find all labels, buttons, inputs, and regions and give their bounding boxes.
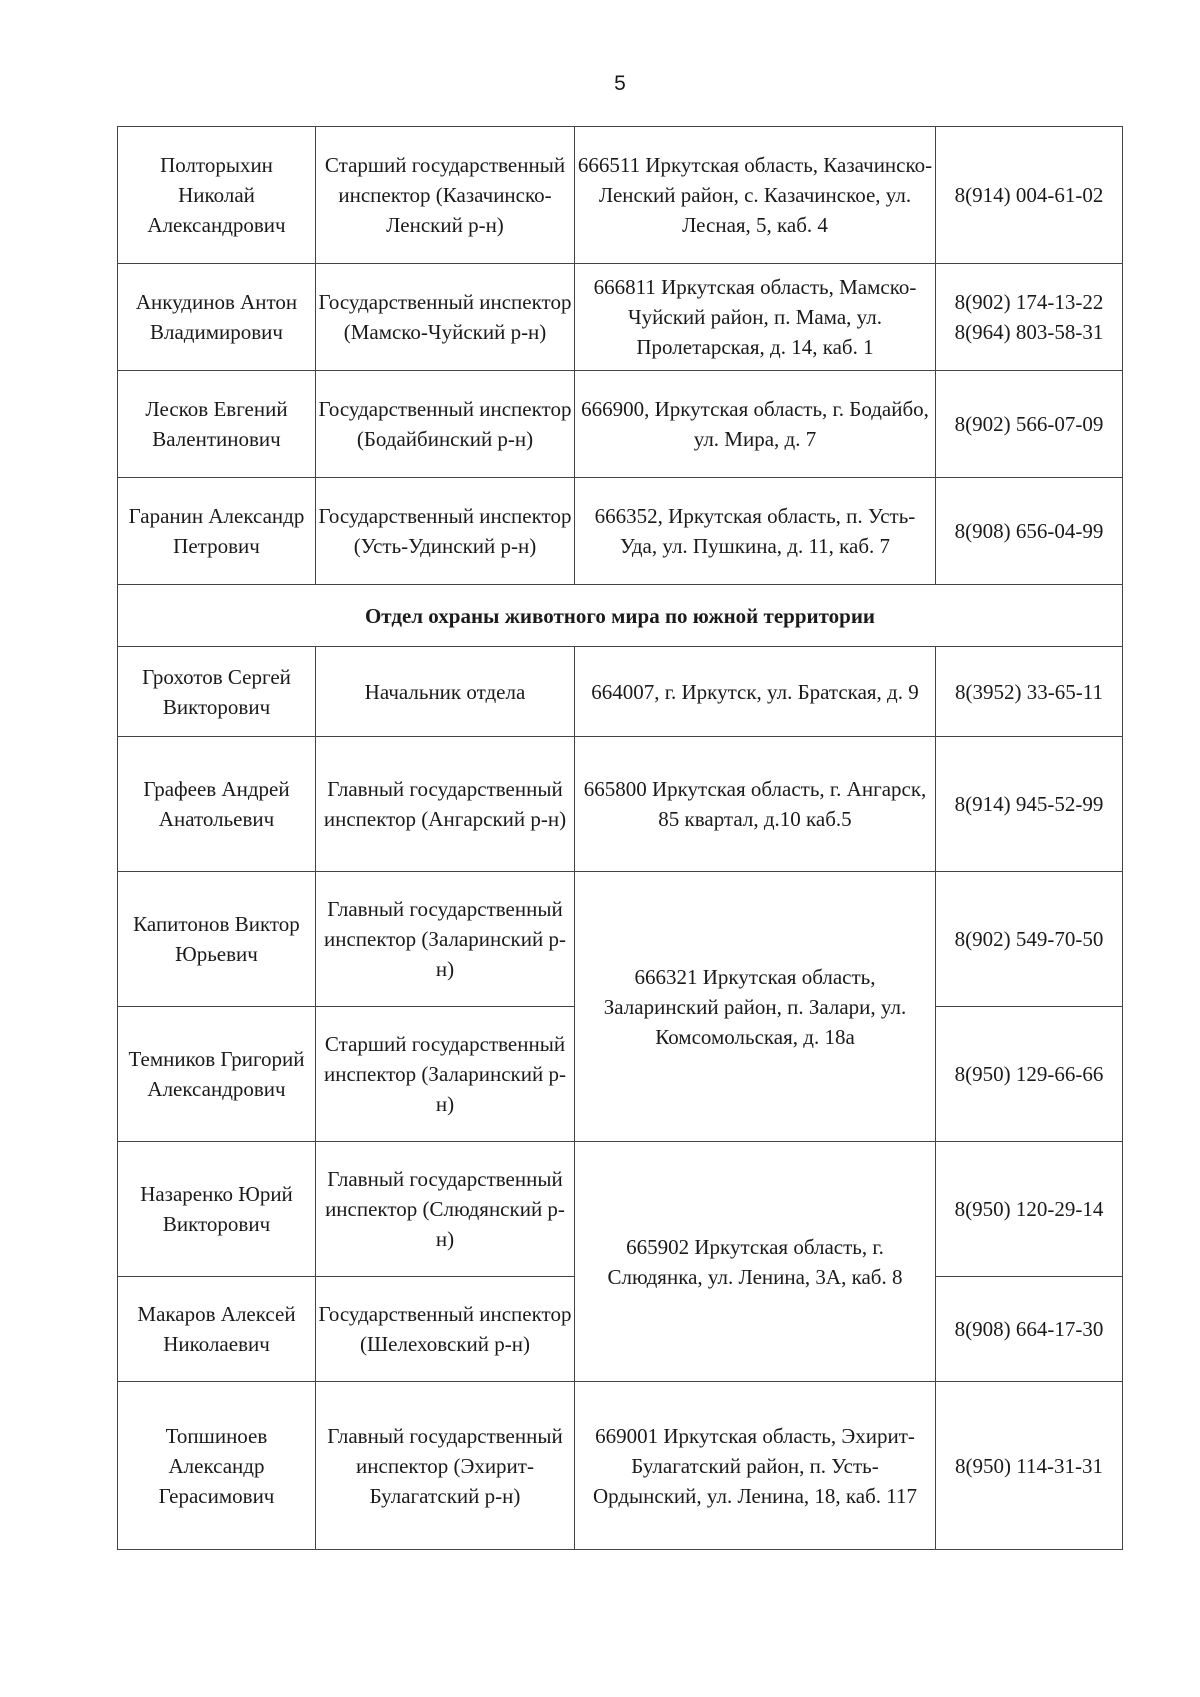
phone-cell: 8(3952) 33-65-11	[936, 647, 1123, 737]
name-cell: Макаров Алексей Николаевич	[118, 1277, 316, 1382]
table-row	[118, 1142, 1123, 1277]
position-cell: Государственный инспектор (Усть-Удинский р-н)	[316, 478, 575, 585]
name-cell: Назаренко Юрий Викторович	[118, 1142, 316, 1277]
table-row	[118, 1382, 1123, 1550]
position-cell: Главный государственный инспектор (Эхирит-Булагатский р-н)	[316, 1382, 575, 1550]
position-cell: Государственный инспектор (Мамско-Чуйский р-н)	[316, 264, 575, 371]
table-row	[118, 872, 1123, 1007]
section-heading-row	[118, 585, 1123, 647]
table-row	[118, 737, 1123, 872]
position-cell: Начальник отдела	[316, 647, 575, 737]
position-cell: Государственный инспектор (Бодайбинский р-н)	[316, 371, 575, 478]
page-number: 5	[614, 72, 626, 95]
table-row	[118, 264, 1123, 371]
name-cell: Гаранин Александр Петрович	[118, 478, 316, 585]
phone-cell: 8(902) 174-13-22 8(964) 803-58-31	[936, 264, 1123, 371]
name-cell: Темников Григорий Александрович	[118, 1007, 316, 1142]
position-cell: Старший государственный инспектор (Казачинско-Ленский р-н)	[316, 127, 575, 264]
position-cell: Главный государственный инспектор (Слюдянский р-н)	[316, 1142, 575, 1277]
name-cell: Полторыхин Николай Александрович	[118, 127, 316, 264]
phone-cell: 8(950) 120-29-14	[936, 1142, 1123, 1277]
phone-cell: 8(902) 566-07-09	[936, 371, 1123, 478]
address-cell: 664007, г. Иркутск, ул. Братская, д. 9	[575, 647, 936, 737]
phone-cell: 8(908) 656-04-99	[936, 478, 1123, 585]
position-cell: Старший государственный инспектор (Заларинский р-н)	[316, 1007, 575, 1142]
address-cell: 666511 Иркутская область, Казачинско-Ленский район, с. Казачинское, ул. Лесная, 5, каб. 4	[575, 127, 936, 264]
phone-cell: 8(914) 945-52-99	[936, 737, 1123, 872]
name-cell: Капитонов Виктор Юрьевич	[118, 872, 316, 1007]
table-row	[118, 478, 1123, 585]
name-cell: Топшиноев Александр Герасимович	[118, 1382, 316, 1550]
phone-cell: 8(914) 004-61-02	[936, 127, 1123, 264]
section-heading: Отдел охраны животного мира по южной территории	[118, 585, 1123, 647]
name-cell: Лесков Евгений Валентинович	[118, 371, 316, 478]
position-cell: Государственный инспектор (Шелеховский р-н)	[316, 1277, 575, 1382]
position-cell: Главный государственный инспектор (Заларинский р-н)	[316, 872, 575, 1007]
phone-cell: 8(950) 129-66-66	[936, 1007, 1123, 1142]
address-cell: 666321 Иркутская область, Заларинский район, п. Залари, ул. Комсомольская, д. 18а	[575, 872, 936, 1142]
contacts-table	[117, 126, 1123, 1550]
table-row	[118, 127, 1123, 264]
position-cell: Главный государственный инспектор (Ангарский р-н)	[316, 737, 575, 872]
address-cell: 665800 Иркутская область, г. Ангарск, 85 квартал, д.10 каб.5	[575, 737, 936, 872]
phone-cell: 8(902) 549-70-50	[936, 872, 1123, 1007]
address-cell: 665902 Иркутская область, г. Слюдянка, ул. Ленина, 3А, каб. 8	[575, 1142, 936, 1382]
address-cell: 666900, Иркутская область, г. Бодайбо, ул. Мира, д. 7	[575, 371, 936, 478]
address-cell: 666352, Иркутская область, п. Усть-Уда, ул. Пушкина, д. 11, каб. 7	[575, 478, 936, 585]
name-cell: Грохотов Сергей Викторович	[118, 647, 316, 737]
name-cell: Анкудинов Антон Владимирович	[118, 264, 316, 371]
table-row	[118, 371, 1123, 478]
name-cell: Графеев Андрей Анатольевич	[118, 737, 316, 872]
phone-cell: 8(950) 114-31-31	[936, 1382, 1123, 1550]
phone-cell: 8(908) 664-17-30	[936, 1277, 1123, 1382]
table-row	[118, 647, 1123, 737]
address-cell: 669001 Иркутская область, Эхирит-Булагатский район, п. Усть-Ордынский, ул. Ленина, 18, каб. 117	[575, 1382, 936, 1550]
address-cell: 666811 Иркутская область, Мамско-Чуйский район, п. Мама, ул. Пролетарская, д. 14, каб. 1	[575, 264, 936, 371]
